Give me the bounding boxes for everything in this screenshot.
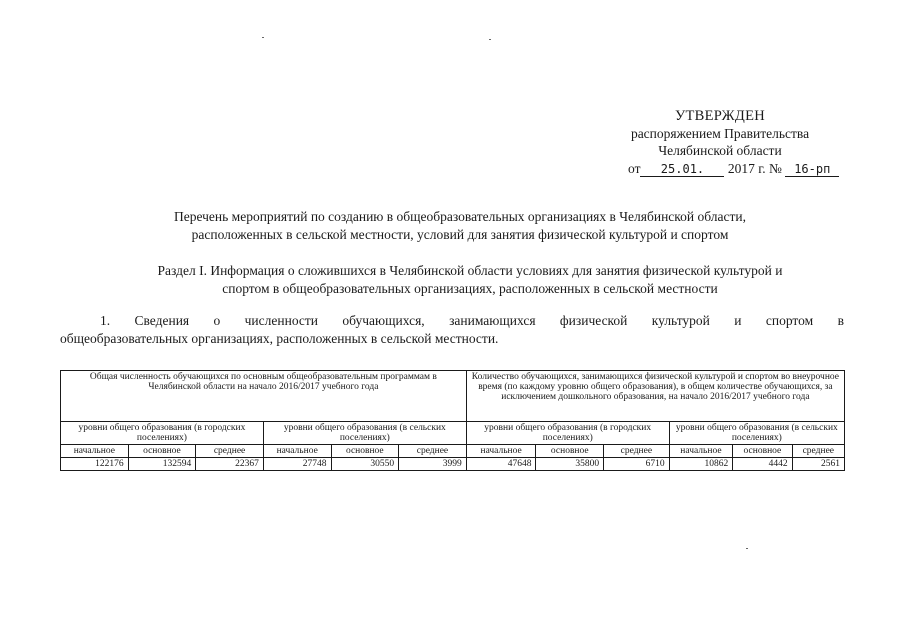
table-subheader-rural: уровни общего образования (в сельских поселениях): [263, 422, 466, 445]
item-1-word: и: [734, 313, 742, 328]
item-1-word: занимающихся: [449, 313, 536, 328]
statistics-table: [60, 370, 845, 471]
item-1-paragraph: [60, 312, 844, 348]
level-header: среднее: [399, 445, 467, 458]
approval-from: от: [628, 161, 641, 176]
table-cell: 22367: [196, 458, 264, 471]
table-level-row: [61, 445, 845, 458]
table-cell: 30550: [331, 458, 399, 471]
item-1-line-1: [60, 312, 844, 330]
table-cell: 132594: [128, 458, 196, 471]
section-title: [90, 262, 850, 298]
level-header: основное: [536, 445, 604, 458]
level-header: среднее: [196, 445, 264, 458]
table-cell: 4442: [733, 458, 792, 471]
table-cell: 122176: [61, 458, 129, 471]
document-title-line-2: расположенных в сельской местности, условий для занятия физической культурой и спортом: [191, 227, 729, 242]
item-1-word: физической: [559, 313, 628, 328]
table-group-header-sports: Количество обучающихся, занимающихся физической культурой и спортом во внеурочное время (по каждому уровню общего образования), в общем количестве обучающихся, за исключением дошкольного образования, на начало 2016/2017 учебного года: [466, 371, 844, 422]
document-title-line-1: Перечень мероприятий по созданию в общеобразовательных организациях в Челябинской области,: [173, 209, 747, 224]
table-group-header-total: Общая численность обучающихся по основным общеобразовательным программам в Челябинской области на начало 2016/2017 учебного года: [61, 371, 467, 422]
table-subheader-rural-sports: уровни общего образования (в сельских поселениях): [669, 422, 844, 445]
level-header: среднее: [604, 445, 670, 458]
item-1-word: в: [837, 313, 844, 328]
item-1-word: численности: [244, 313, 319, 328]
table-cell: 6710: [604, 458, 670, 471]
table-cell: 10862: [669, 458, 733, 471]
scan-speck: [746, 548, 748, 549]
section-title-line-1: Раздел I. Информация о сложившихся в Челябинской области условиях для занятия физической культурой и: [157, 263, 783, 278]
approval-block: [600, 108, 840, 177]
level-header: основное: [128, 445, 196, 458]
level-header: основное: [733, 445, 792, 458]
level-header: основное: [331, 445, 399, 458]
scan-speck: [262, 37, 264, 38]
table-row: [61, 458, 845, 471]
approval-dateline: [600, 160, 840, 177]
item-1-line-2: общеобразовательных организациях, расположенных в сельской местности.: [60, 331, 499, 346]
table-cell: 2561: [792, 458, 844, 471]
document-title: [110, 208, 810, 244]
level-header: начальное: [669, 445, 733, 458]
approval-number: 16-рп: [785, 162, 839, 177]
table-cell: 27748: [263, 458, 331, 471]
table-subheader-urban-sports: уровни общего образования (в городских поселениях): [466, 422, 669, 445]
item-1-word: 1.: [100, 313, 111, 328]
scan-speck: [489, 39, 491, 40]
approval-date: 25.01.: [640, 162, 724, 177]
level-header: начальное: [263, 445, 331, 458]
table-subheader-urban: уровни общего образования (в городских поселениях): [61, 422, 264, 445]
item-1-word: спортом: [765, 313, 814, 328]
item-1-word: о: [213, 313, 221, 328]
approval-line-2: Челябинской области: [658, 143, 782, 158]
table-cell: 47648: [466, 458, 536, 471]
item-1-word: культурой: [651, 313, 710, 328]
section-title-line-2: спортом в общеобразовательных организациях, расположенных в сельской местности: [222, 281, 718, 296]
approval-stamp: УТВЕРЖДЕН: [674, 108, 766, 124]
table-cell: 3999: [399, 458, 467, 471]
level-header: начальное: [466, 445, 536, 458]
item-1-word: Сведения: [134, 313, 190, 328]
level-header: среднее: [792, 445, 844, 458]
approval-year: 2017 г. №: [727, 161, 782, 176]
approval-line-1: распоряжением Правительства: [630, 126, 810, 141]
table-cell: 35800: [536, 458, 604, 471]
level-header: начальное: [61, 445, 129, 458]
item-1-word: обучающихся,: [342, 313, 425, 328]
